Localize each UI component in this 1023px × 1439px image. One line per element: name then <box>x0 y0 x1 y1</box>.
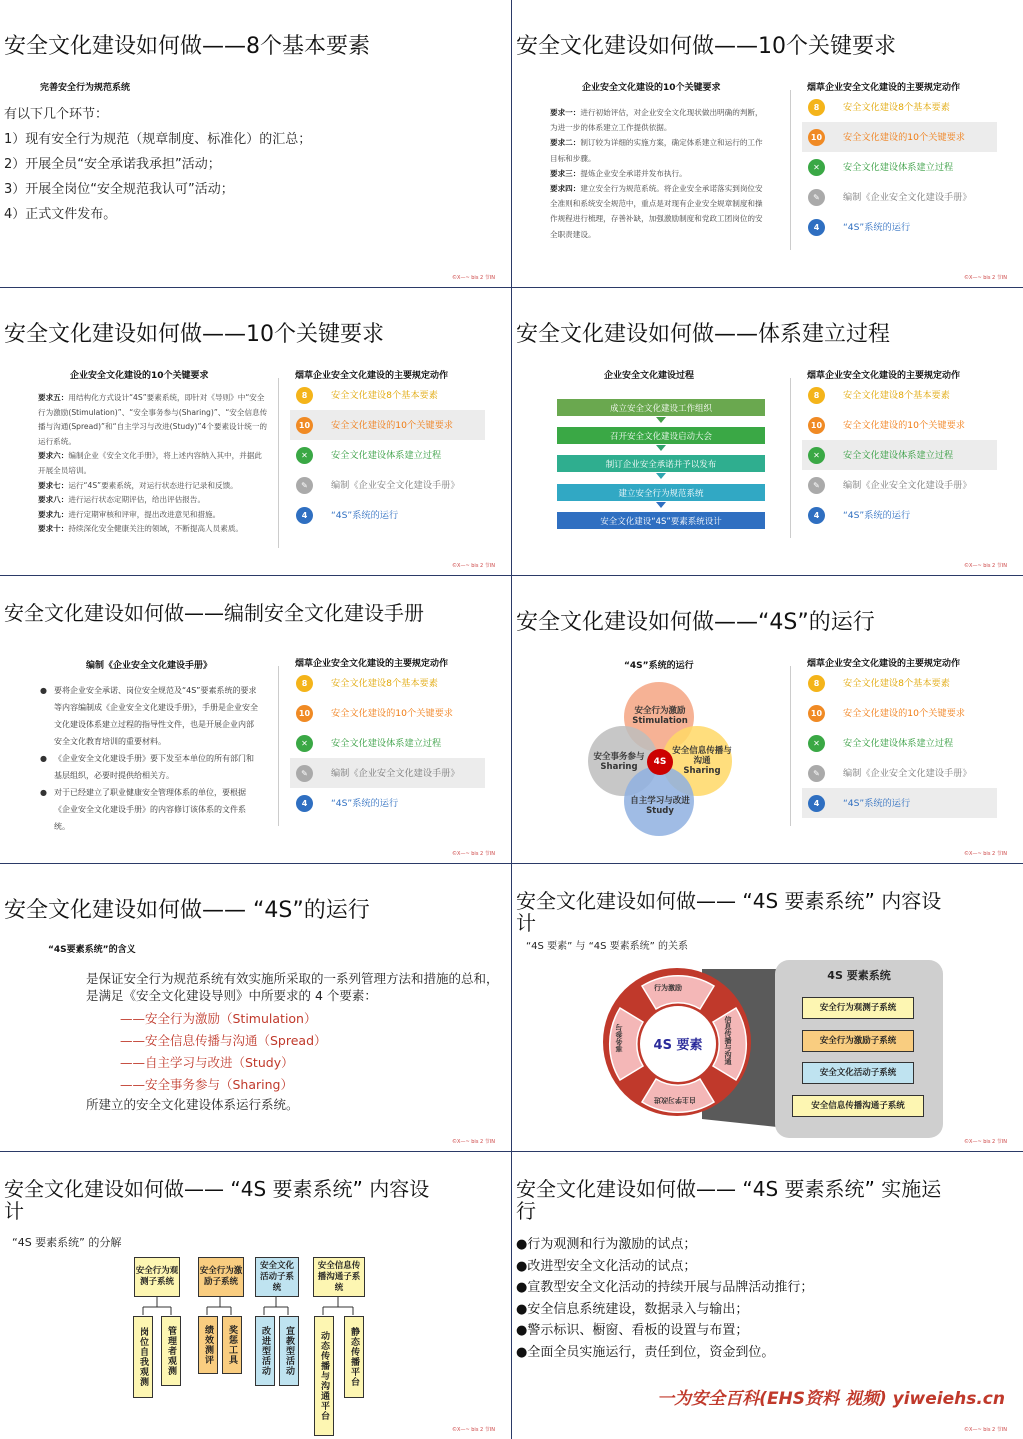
list-item: ●安全信息系统建设，数据录入与输出； <box>516 1301 749 1317</box>
list-item: ——安全行为激励（Stimulation） <box>120 1011 317 1026</box>
action-item <box>802 152 997 182</box>
action-list <box>802 380 997 530</box>
venn-label: 自主学习与改进 Study <box>630 796 690 816</box>
list-item: 4）正式文件发布。 <box>4 207 117 222</box>
action-item <box>290 698 485 728</box>
leaf-box: 管理者观测 <box>161 1316 181 1386</box>
action-label: 安全文化建设的10个关键要求 <box>843 131 965 143</box>
action-label: 安全文化建设的10个关键要求 <box>331 707 453 719</box>
subsystem-box: 安全文化活动子系统 <box>802 1062 914 1084</box>
meaning-text-end: 所建立的安全文化建设体系运行系统。 <box>86 1097 299 1112</box>
edit-icon: ✎ <box>808 765 825 782</box>
leaf-box: 岗位自我观测 <box>133 1316 153 1398</box>
subsystem-box: 安全行为观测子系统 <box>802 997 914 1019</box>
list-item: 2）开展全员“安全承诺我承担”活动； <box>4 157 221 172</box>
slide-title: 安全文化建设如何做——体系建立过程 <box>516 322 891 347</box>
slide-title: 安全文化建设如何做——“4S”的运行 <box>516 610 875 635</box>
leaf-box: 奖惩工具 <box>222 1316 242 1374</box>
action-list <box>290 380 485 530</box>
leaf-box: 静态传播平台 <box>344 1316 364 1398</box>
badge-4-icon: 4 <box>808 219 825 236</box>
panel-divider <box>790 90 791 250</box>
bullet-list <box>40 682 258 835</box>
brand-watermark: 一为安全百科(EHS资料 视频) yiweiehs.cn <box>657 1389 1005 1409</box>
left-panel-title: 企业安全文化建设的10个关键要求 <box>582 83 721 93</box>
action-item <box>802 380 997 410</box>
action-label: “4S”系统的运行 <box>843 509 911 521</box>
action-item <box>802 92 997 122</box>
subsystem-box: 安全文化活动子系统 <box>255 1257 299 1297</box>
slide-10-requirements-a <box>512 0 1023 287</box>
slide-footer: ©X—~ bis 2 节IN <box>964 1427 1007 1433</box>
list-item: ● 《企业安全文化建设手册》要下发至本单位的所有部门和基层组织，必要时提供给相关方。 <box>40 754 254 780</box>
subsystem-box: 安全信息传播沟通子系统 <box>313 1257 365 1297</box>
slide-subtitle: “4S 要素” 与 “4S 要素系统” 的关系 <box>526 941 689 952</box>
center-4s-badge: 4S <box>647 749 673 775</box>
badge-4-icon: 4 <box>808 507 825 524</box>
action-item <box>802 212 997 242</box>
action-item <box>290 440 485 470</box>
venn-label: 安全事务参与 Sharing <box>593 752 645 772</box>
action-label: “4S”系统的运行 <box>331 509 399 521</box>
action-item <box>802 500 997 530</box>
action-label: 安全文化建设体系建立过程 <box>843 449 954 461</box>
slide-10-requirements-b <box>0 288 511 575</box>
element-list <box>120 1008 327 1096</box>
list-item: 要求六：编制企业《安全文化手册》，将上述内容纳入其中，并据此开展全员培训。 <box>38 451 263 475</box>
left-panel-title: 企业安全文化建设过程 <box>604 371 695 381</box>
slide-footer: ©X—~ bis 2 节IN <box>452 275 495 281</box>
badge-4-icon: 4 <box>296 507 313 524</box>
flow-arrow <box>656 473 666 479</box>
action-label: 安全文化建设体系建立过程 <box>331 449 442 461</box>
flow-step: 成立安全文化建设工作组织 <box>557 399 765 416</box>
action-item <box>802 758 997 788</box>
badge-10-icon: 10 <box>808 417 825 434</box>
action-item <box>290 500 485 530</box>
slide-8-elements <box>0 0 511 287</box>
left-panel-title: “4S”系统的运行 <box>624 661 694 671</box>
action-label: 编制《企业安全文化建设手册》 <box>843 767 972 779</box>
action-list <box>802 92 997 242</box>
action-item <box>802 122 997 152</box>
action-label: “4S”系统的运行 <box>843 797 911 809</box>
action-label: 安全文化建设8个基本要素 <box>843 101 950 113</box>
badge-10-icon: 10 <box>296 417 313 434</box>
actions-title: 烟草企业安全文化建设的主要规定动作 <box>295 371 449 381</box>
slide-4s-meaning <box>0 864 511 1151</box>
action-label: 安全文化建设体系建立过程 <box>843 161 954 173</box>
slide-footer: ©X—~ bis 2 节IN <box>964 1139 1007 1145</box>
action-label: “4S”系统的运行 <box>331 797 399 809</box>
badge-10-icon: 10 <box>808 129 825 146</box>
action-label: 安全文化建设的10个关键要求 <box>843 419 965 431</box>
action-list <box>802 668 997 818</box>
leaf-box: 绩效测评 <box>198 1316 218 1374</box>
requirement-list <box>550 105 768 242</box>
slide-title: 安全文化建设如何做—— “4S”的运行 <box>4 898 370 923</box>
action-item <box>290 470 485 500</box>
step-list <box>4 102 311 227</box>
tools-icon: ✕ <box>808 735 825 752</box>
list-item: ●警示标识、橱窗、看板的设置与布置； <box>516 1323 749 1338</box>
list-item: 要求九：进行定期审核和评审，提出改进意见和措施。 <box>38 509 221 519</box>
list-item: 要求五：用结构化方式设计“4S”要素系统，即针对《导则》中“安全行为激励(Stimulation)”、“安全事务参与(Sharing)”、“安全信息传播与沟通(Spread)”和“自主学习与改进(Study)”4个要素设计统一的运行系统。 <box>38 393 268 446</box>
tools-icon: ✕ <box>296 735 313 752</box>
action-label: 安全文化建设8个基本要素 <box>843 389 950 401</box>
slide-4s-implementation <box>512 1152 1023 1439</box>
slide-title: 安全文化建设如何做——10个关键要求 <box>516 34 896 59</box>
venn-label: 安全行为激励 Stimulation <box>632 706 688 726</box>
list-item: ——安全信息传播与沟通（Spread） <box>120 1033 327 1048</box>
slide-subtitle: “4S 要素系统” 的分解 <box>12 1236 122 1249</box>
slide-manual <box>0 576 511 863</box>
action-label: 安全文化建设的10个关键要求 <box>843 707 965 719</box>
list-item: ●全面全员实施运行，责任到位，资金到位。 <box>516 1344 775 1360</box>
leaf-box: 动态传播与沟通平台 <box>314 1316 334 1436</box>
list-item: ●改进型安全文化活动的试点； <box>516 1258 697 1274</box>
ring-center-label: 4S 要素 <box>653 1038 703 1053</box>
badge-8-icon: 8 <box>296 675 313 692</box>
action-item <box>802 788 997 818</box>
action-item <box>802 698 997 728</box>
flow-step: 召开安全文化建设启动大会 <box>557 427 765 444</box>
action-item <box>290 410 485 440</box>
list-item: 要求二：制订较为详细的实施方案，确定体系建立和运行的工作目标和步骤。 <box>550 138 763 163</box>
flow-arrow <box>656 502 666 508</box>
leaf-box: 改进型活动 <box>255 1316 275 1386</box>
action-label: 编制《企业安全文化建设手册》 <box>843 191 972 203</box>
badge-4-icon: 4 <box>296 795 313 812</box>
flow-step: 制订企业安全承诺并予以发布 <box>557 455 765 472</box>
list-item: ●行为观测和行为激励的试点； <box>516 1237 697 1252</box>
list-item: 要求三：提炼企业安全承诺并发布执行。 <box>550 168 687 178</box>
edit-icon: ✎ <box>296 477 313 494</box>
action-item <box>290 668 485 698</box>
action-item <box>802 440 997 470</box>
slide-4s-run <box>512 576 1023 863</box>
left-panel-title: 企业安全文化建设的10个关键要求 <box>70 371 209 381</box>
action-item <box>290 788 485 818</box>
slide-title: 安全文化建设如何做——编制安全文化建设手册 <box>4 601 424 625</box>
actions-title: 烟草企业安全文化建设的主要规定动作 <box>807 659 961 669</box>
action-label: 安全文化建设8个基本要素 <box>331 389 438 401</box>
requirement-list <box>38 391 268 537</box>
slide-title: 安全文化建设如何做——10个关键要求 <box>4 322 384 347</box>
action-item <box>290 728 485 758</box>
leaf-box: 宣教型活动 <box>279 1316 299 1386</box>
slide-title: 安全文化建设如何做—— “4S 要素系统” 内容设计 <box>4 1177 430 1223</box>
subsystem-box: 安全行为激励子系统 <box>198 1257 244 1297</box>
action-item <box>802 410 997 440</box>
ring-label: 自主学习改进 <box>654 1096 696 1104</box>
flow-arrow <box>656 417 666 423</box>
action-item <box>802 470 997 500</box>
ring-label: 事务参与 <box>615 1024 623 1052</box>
list-item: 3）开展全岗位“安全规范我认可”活动； <box>4 182 234 197</box>
action-label: 安全文化建设的10个关键要求 <box>331 419 453 431</box>
action-list <box>290 668 485 818</box>
badge-8-icon: 8 <box>808 387 825 404</box>
flow-arrow <box>656 445 666 451</box>
action-label: 编制《企业安全文化建设手册》 <box>843 479 972 491</box>
slide-footer: ©X—~ bis 2 节IN <box>964 563 1007 569</box>
badge-10-icon: 10 <box>808 705 825 722</box>
slide-system-process <box>512 288 1023 575</box>
flow-step: 安全文化建设“4S”要素系统设计 <box>557 512 765 529</box>
action-item <box>290 380 485 410</box>
list-item: 1）现有安全行为规范（规章制度、标准化）的汇总； <box>4 132 312 147</box>
action-label: 编制《企业安全文化建设手册》 <box>331 479 460 491</box>
action-label: “4S”系统的运行 <box>843 221 911 233</box>
slide-title: 安全文化建设如何做—— “4S 要素系统” 实施运行 <box>516 1177 942 1223</box>
panel-divider <box>278 378 279 548</box>
system-panel-title: 4S 要素系统 <box>827 969 891 982</box>
meaning-text: 是保证安全行为规范系统有效实施所采取的一系列管理方法和措施的总和，是满足《安全文化建设导则》中所要求的 4 个要素： <box>86 971 499 1003</box>
ring-label: 行为激励 <box>654 984 682 992</box>
action-label: 编制《企业安全文化建设手册》 <box>331 767 460 779</box>
list-item: 要求十：持续深化安全健康关注的领域，不断提高人员素质。 <box>38 524 244 534</box>
flow-step: 建立安全行为规范系统 <box>557 484 765 501</box>
actions-title: 烟草企业安全文化建设的主要规定动作 <box>295 659 449 669</box>
edit-icon: ✎ <box>808 189 825 206</box>
slide-footer: ©X—~ bis 2 节IN <box>452 1427 495 1433</box>
list-item: 要求四：建立安全行为规范系统。将企业安全承诺落实到岗位安全准则和系统安全规范中，重点是对现有企业安全规章制度和操作规程进行梳理，存善补缺，加强激励制度和党政工团岗位的安全职责建设。 <box>550 184 763 239</box>
implementation-list <box>516 1234 813 1363</box>
subsystem-box: 安全行为激励子系统 <box>802 1030 914 1052</box>
action-label: 安全文化建设体系建立过程 <box>843 737 954 749</box>
panel-divider <box>790 666 791 826</box>
badge-4-icon: 4 <box>808 795 825 812</box>
action-label: 安全文化建设体系建立过程 <box>331 737 442 749</box>
action-item <box>802 728 997 758</box>
slide-footer: ©X—~ bis 2 节IN <box>964 275 1007 281</box>
list-item: ●宣教型安全文化活动的持续开展与品牌活动推行； <box>516 1280 814 1295</box>
badge-8-icon: 8 <box>808 99 825 116</box>
action-item <box>802 668 997 698</box>
list-item: ——自主学习与改进（Study） <box>120 1055 294 1070</box>
list-item: 要求一：进行初始评估，对企业安全文化现状做出明确的判断，为进一步的体系建立工作提供依据。 <box>550 108 763 133</box>
action-item <box>802 182 997 212</box>
actions-title: 烟草企业安全文化建设的主要规定动作 <box>807 371 961 381</box>
list-item: ● 要将企业安全承诺、岗位安全规范及“4S”要素系统的要求等内容编制成《企业安全文化建设手册》，手册是企业安全文化建设体系建立过程的指导性文件，也是开展企业内部安全文化教育培训的重要材料。 <box>40 686 258 746</box>
badge-10-icon: 10 <box>296 705 313 722</box>
slide-footer: ©X—~ bis 2 节IN <box>452 851 495 857</box>
slide-title: 安全文化建设如何做——8个基本要素 <box>4 34 370 59</box>
list-item: 要求八：进行运行状态定期评估，给出评估报告。 <box>38 495 206 505</box>
action-label: 安全文化建设8个基本要素 <box>843 677 950 689</box>
slide-title: 安全文化建设如何做—— “4S 要素系统” 内容设计 <box>516 889 942 935</box>
badge-8-icon: 8 <box>808 675 825 692</box>
left-panel-title: 编制《企业安全文化建设手册》 <box>86 661 213 671</box>
slide-4s-breakdown <box>0 1152 511 1439</box>
action-label: 安全文化建设8个基本要素 <box>331 677 438 689</box>
slide-subtitle: “4S要素系统”的含义 <box>48 945 136 955</box>
slide-footer: ©X—~ bis 2 节IN <box>452 563 495 569</box>
badge-8-icon: 8 <box>296 387 313 404</box>
list-item: ——安全事务参与（Sharing） <box>120 1077 293 1092</box>
edit-icon: ✎ <box>296 765 313 782</box>
actions-title: 烟草企业安全文化建设的主要规定动作 <box>807 83 961 93</box>
tools-icon: ✕ <box>296 447 313 464</box>
ring-label: 信息传播与沟通 <box>724 1016 732 1065</box>
slide-footer: ©X—~ bis 2 节IN <box>964 851 1007 857</box>
slide-subtitle: 完善安全行为规范系统 <box>40 83 131 93</box>
panel-divider <box>278 666 279 826</box>
list-item: 要求七：运行“4S”要素系统，对运行状态进行记录和反馈。 <box>38 480 238 490</box>
tools-icon: ✕ <box>808 447 825 464</box>
panel-divider <box>790 378 791 538</box>
action-item <box>290 758 485 788</box>
slide-4s-relation <box>512 864 1023 1151</box>
subsystem-box: 安全信息传播沟通子系统 <box>792 1095 924 1117</box>
intro-text: 有以下几个环节： <box>4 107 109 122</box>
slide-footer: ©X—~ bis 2 节IN <box>452 1139 495 1145</box>
edit-icon: ✎ <box>808 477 825 494</box>
venn-label: 安全信息传播与沟通 Sharing <box>672 746 732 776</box>
subsystem-box: 安全行为观测子系统 <box>134 1257 180 1297</box>
list-item: ● 对于已经建立了职业健康安全管理体系的单位，要根据《企业安全文化建设手册》的内容修订该体系的文件系统。 <box>40 788 246 831</box>
tools-icon: ✕ <box>808 159 825 176</box>
